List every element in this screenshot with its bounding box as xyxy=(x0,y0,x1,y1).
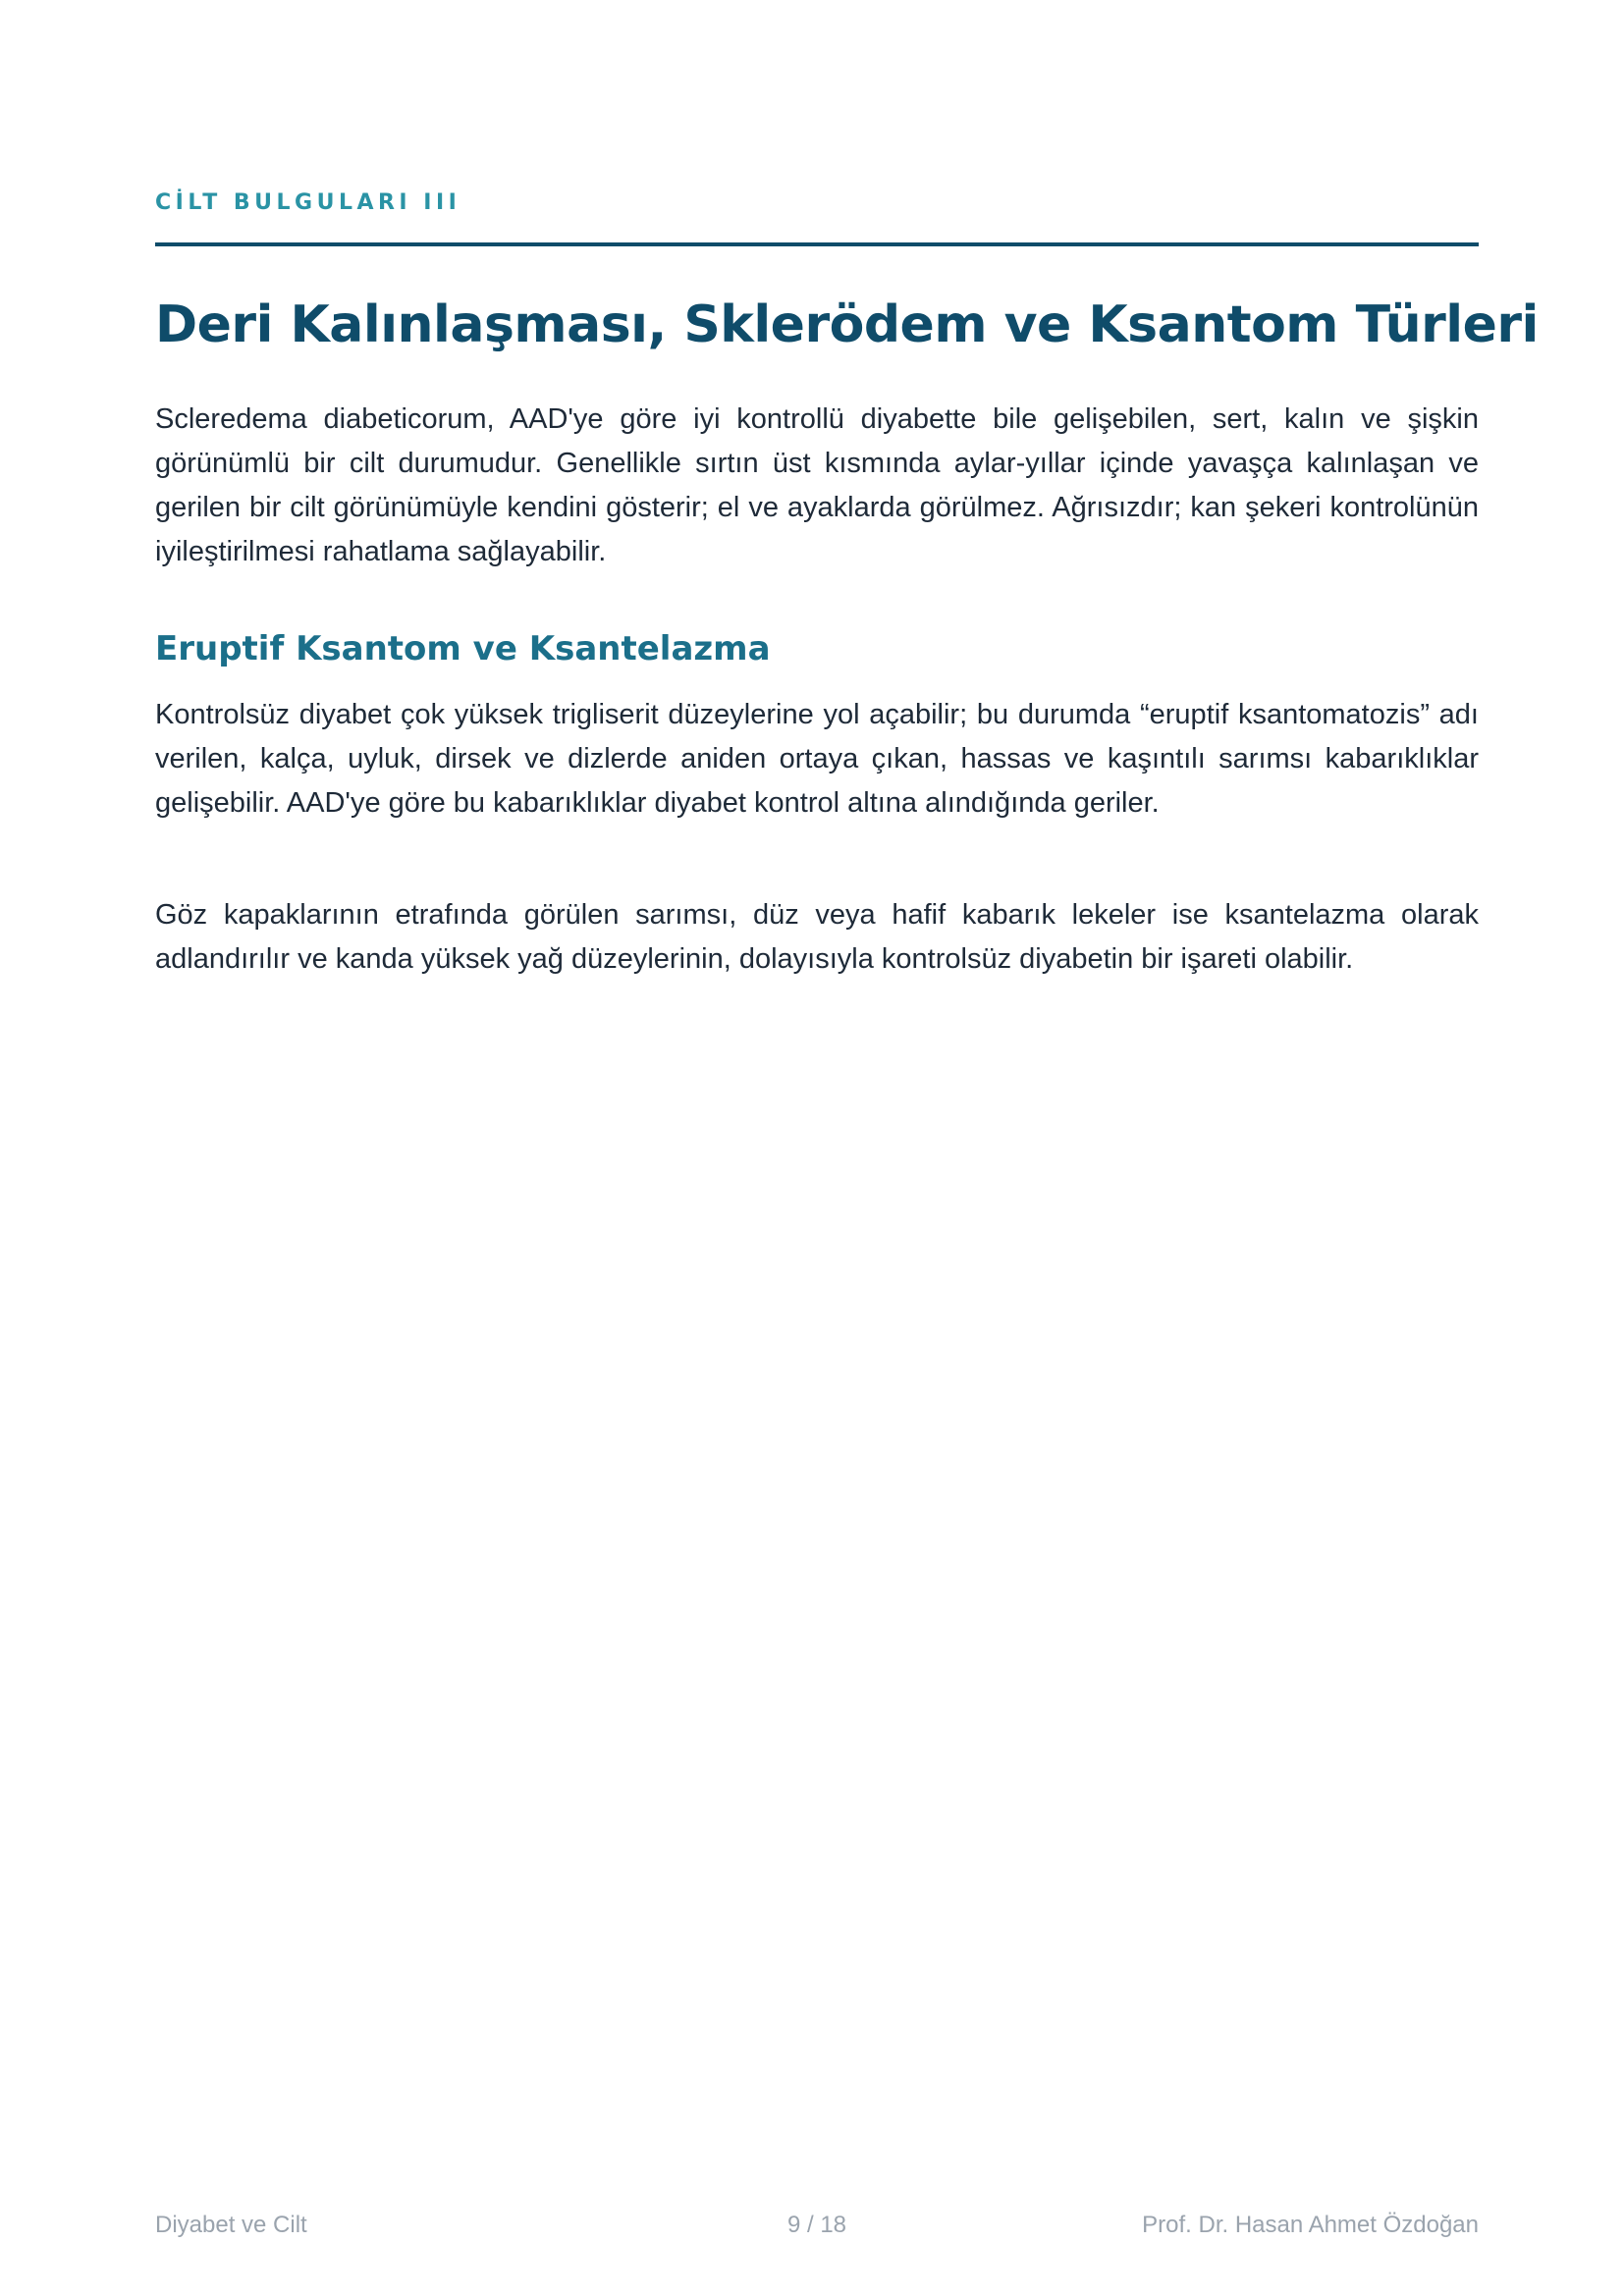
page-title: Deri Kalınlaşması, Sklerödem ve Ksantom Türleri xyxy=(155,295,1539,354)
section-label: CİLT BULGULARI III xyxy=(155,190,461,215)
footer-page-number: 9 / 18 xyxy=(786,2212,847,2238)
section-subheading: Eruptif Ksantom ve Ksantelazma xyxy=(155,629,771,668)
document-page xyxy=(155,0,1539,2296)
footer-document-title: Diyabet ve Cilt xyxy=(155,2212,307,2238)
intro-paragraph: Scleredema diabeticorum, AAD'ye göre iyi kontrollü diyabette bile gelişebilen, sert, kalın ve şişkin görünümlü bir cilt durumudur. Genellikle sırtın üst kısmında aylar-yıllar içinde yavaşça kalınlaşan ve gerilen bir cilt görünümüyle kendini gösterir; el ve ayaklarda görülmez. Ağrısızdır; kan şekeri kontrolünün iyileştirilmesi rahatlama sağlayabilir. xyxy=(155,403,1479,567)
xanthelasma-paragraph: Göz kapaklarının etrafında görülen sarımsı, düz veya hafif kabarık lekeler ise ksantelazma olarak adlandırılır ve kanda yüksek yağ düzeylerinin, dolayısıyla kontrolsüz diyabetin bir işareti olabilir. xyxy=(155,899,1479,975)
header-divider xyxy=(155,242,1479,246)
page-footer xyxy=(155,2212,1479,2245)
eruptive-xanthoma-paragraph: Kontrolsüz diyabet çok yüksek trigliserit düzeylerine yol açabilir; bu durumda “eruptif ksantomatozis” adı verilen, kalça, uyluk, dirsek ve dizlerde aniden ortaya çıkan, hassas ve kaşıntılı sarımsı kabarıklıklar gelişebilir. AAD'ye göre bu kabarıklıklar diyabet kontrol altına alındığında geriler. xyxy=(155,699,1479,819)
footer-author: Prof. Dr. Hasan Ahmet Özdoğan xyxy=(1142,2212,1479,2238)
